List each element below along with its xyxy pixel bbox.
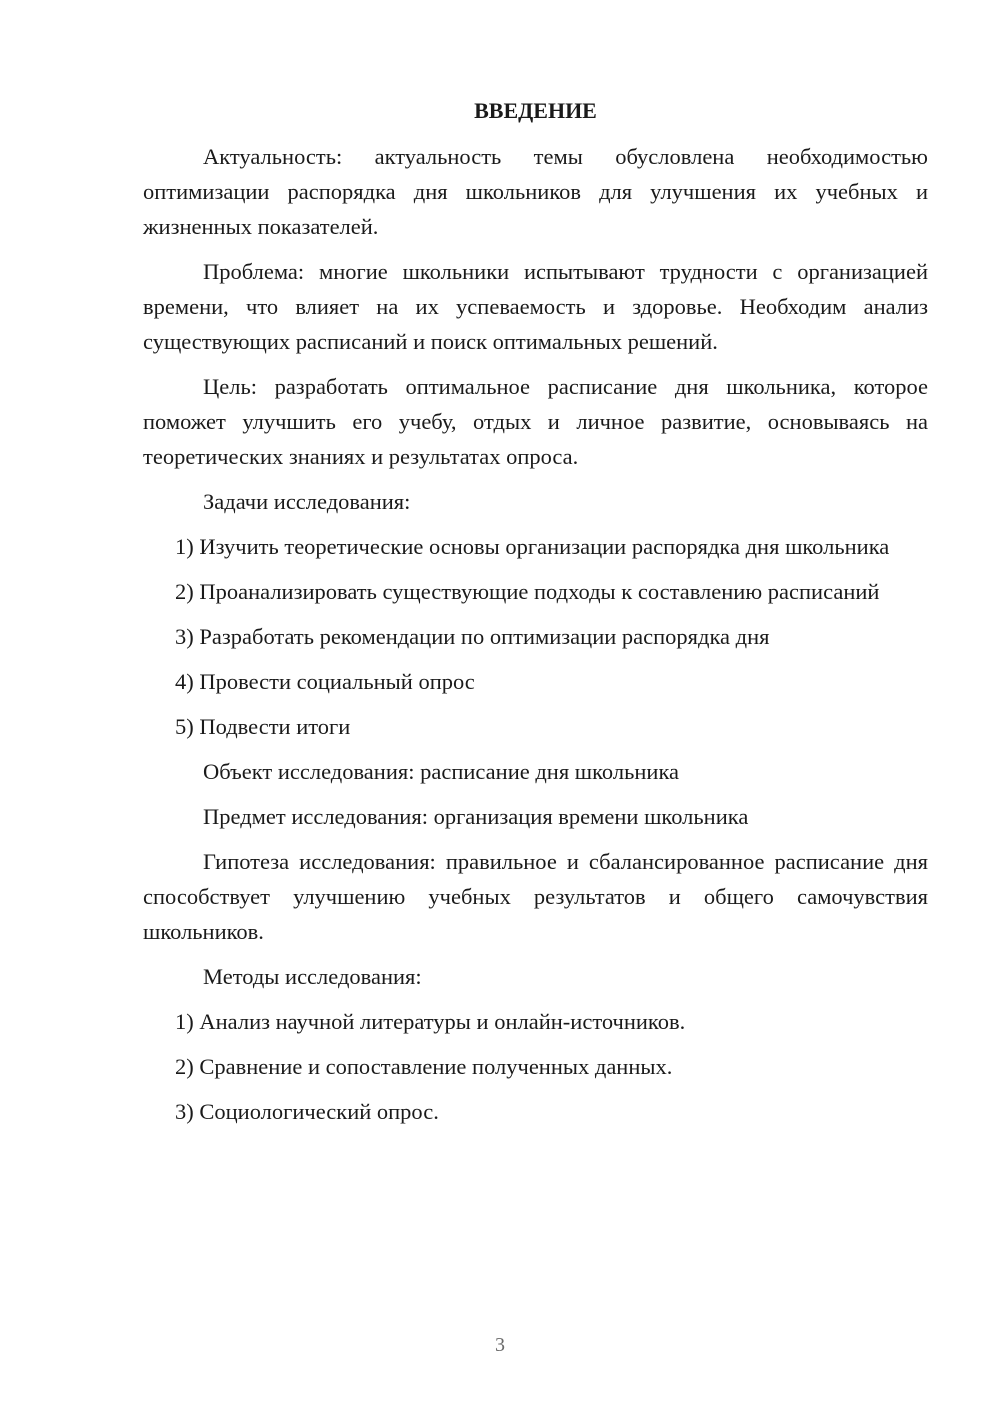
relevance-paragraph: Актуальность: актуальность темы обусловлена необходимостью оптимизации распорядка дня школьников для улучшения их учебных и жизненных показателей. bbox=[143, 144, 928, 239]
methods-list bbox=[143, 1004, 928, 1129]
task-item: 3) Разработать рекомендации по оптимизации распорядка дня bbox=[175, 624, 770, 649]
method-item: 2) Сравнение и сопоставление полученных данных. bbox=[175, 1054, 673, 1079]
task-item: 4) Провести социальный опрос bbox=[175, 669, 475, 694]
task-item: 1) Изучить теоретические основы организации распорядка дня школьника bbox=[175, 534, 890, 559]
problem-paragraph: Проблема: многие школьники испытывают трудности с организацией времени, что влияет на их успеваемость и здоровье. Необходим анализ существующих расписаний и поиск оптимальных решений. bbox=[143, 259, 928, 354]
tasks-heading: Задачи исследования: bbox=[203, 489, 411, 514]
method-item: 3) Социологический опрос. bbox=[175, 1099, 439, 1124]
subject-paragraph: Предмет исследования: организация времени школьника bbox=[203, 804, 749, 829]
page-content bbox=[143, 96, 928, 1139]
tasks-list bbox=[143, 529, 928, 744]
page-number: 3 bbox=[495, 1334, 505, 1356]
methods-heading: Методы исследования: bbox=[203, 964, 422, 989]
task-item: 5) Подвести итоги bbox=[175, 714, 351, 739]
object-paragraph: Объект исследования: расписание дня школьника bbox=[203, 759, 680, 784]
task-item: 2) Проанализировать существующие подходы к составлению расписаний bbox=[175, 579, 880, 604]
method-item: 1) Анализ научной литературы и онлайн-источников. bbox=[175, 1009, 686, 1034]
hypothesis-paragraph: Гипотеза исследования: правильное и сбалансированное расписание дня способствует улучшению учебных результатов и общего самочувствия школьников. bbox=[143, 849, 928, 944]
goal-paragraph: Цель: разработать оптимальное расписание дня школьника, которое поможет улучшить его учебу, отдых и личное развитие, основываясь на теоретических знаниях и результатах опроса. bbox=[143, 374, 928, 469]
section-title: ВВЕДЕНИЕ bbox=[474, 98, 597, 123]
